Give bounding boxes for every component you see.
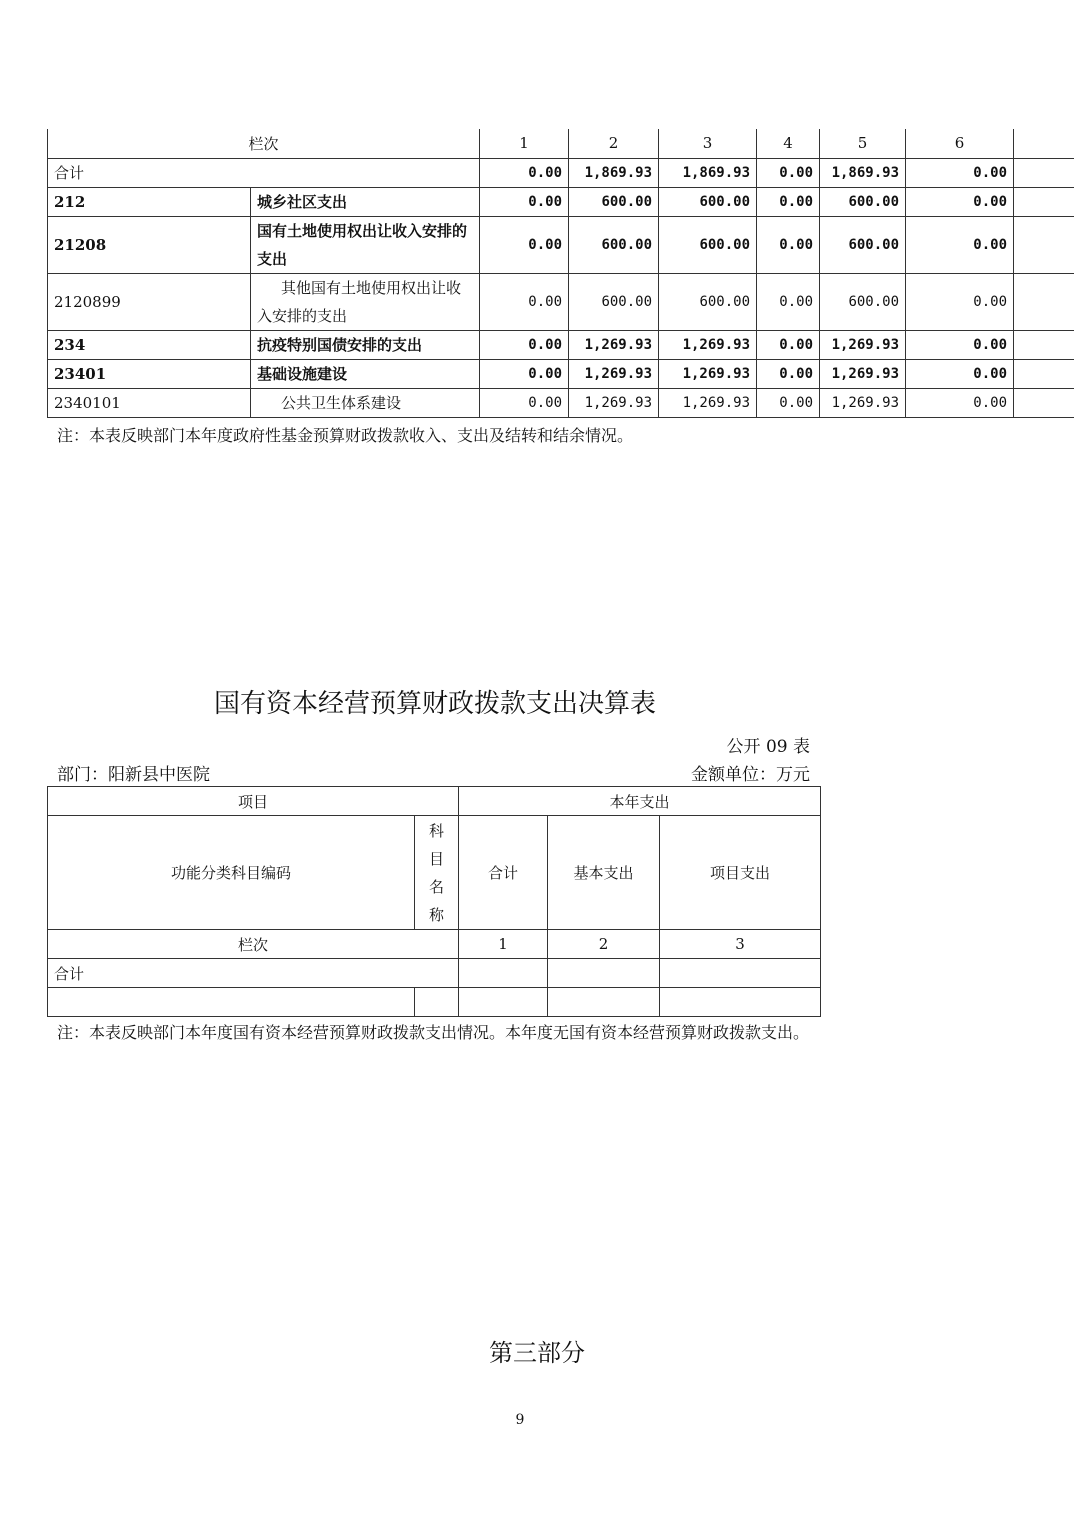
col-basic: 基本支出 (548, 816, 660, 930)
row-value: 1,269.93 (659, 388, 757, 417)
column-index-row (48, 930, 821, 959)
row-value: 0.00 (906, 330, 1014, 359)
row-code: 212 (48, 187, 251, 216)
col-project: 项目支出 (660, 816, 821, 930)
department-label: 部门：阳新县中医院 (57, 765, 210, 785)
row-name: 国有土地使用权出让收入安排的支出 (251, 216, 480, 273)
row-value: 600.00 (820, 216, 906, 273)
row-value: 1,269.93 (659, 359, 757, 388)
row-value: 1,269.93 (569, 388, 659, 417)
row-code: 234 (48, 330, 251, 359)
row-value: 0.00 (480, 187, 569, 216)
table-row (48, 988, 821, 1017)
table-id: 公开 09 表 (726, 737, 810, 757)
row-value: 1,269.93 (820, 388, 906, 417)
row-name: 抗疫特别国债安排的支出 (251, 330, 480, 359)
name-char: 目 (429, 849, 445, 868)
total-value: 1,869.93 (820, 158, 906, 187)
col-index-5: 5 (820, 129, 906, 158)
column-index-row (48, 129, 1074, 158)
total-value: 0.00 (906, 158, 1014, 187)
part-heading: 第三部分 (489, 1339, 585, 1367)
table-row (48, 359, 1074, 388)
header-row (48, 787, 821, 816)
col-total: 合计 (459, 816, 548, 930)
row-value: 0.00 (757, 216, 820, 273)
col-index-3: 3 (659, 129, 757, 158)
row-value: 0.00 (757, 187, 820, 216)
column-index-label: 栏次 (48, 129, 480, 158)
row-name: 其他国有土地使用权出让收入安排的支出 (251, 273, 480, 330)
row-value: 0.00 (480, 359, 569, 388)
col-index-6: 6 (906, 129, 1014, 158)
empty-cell (548, 959, 660, 988)
row-value: 600.00 (659, 273, 757, 330)
row-value: 600.00 (569, 216, 659, 273)
table-row (48, 216, 1074, 273)
gov-fund-table (47, 129, 1074, 418)
name-label (415, 816, 459, 930)
row-value: 0.00 (757, 359, 820, 388)
name-char: 科 (429, 821, 445, 840)
header-expense: 本年支出 (459, 787, 821, 816)
empty-cell (415, 988, 459, 1017)
unit-label: 金额单位：万元 (691, 765, 810, 785)
empty-cell (1014, 129, 1074, 158)
empty-cell (1014, 359, 1074, 388)
table-row (48, 273, 1074, 330)
total-value: 0.00 (480, 158, 569, 187)
total-row (48, 959, 821, 988)
col-index-1: 1 (459, 930, 548, 959)
empty-cell (548, 988, 660, 1017)
row-value: 600.00 (820, 187, 906, 216)
row-value: 0.00 (480, 388, 569, 417)
header-item: 项目 (48, 787, 459, 816)
row-value: 1,269.93 (569, 359, 659, 388)
state-capital-table (47, 786, 821, 1017)
total-label: 合计 (48, 959, 459, 988)
row-value: 600.00 (659, 187, 757, 216)
empty-cell (1014, 388, 1074, 417)
row-code: 2340101 (48, 388, 251, 417)
col-index-1: 1 (480, 129, 569, 158)
col-index-2: 2 (548, 930, 660, 959)
col-index-3: 3 (660, 930, 821, 959)
row-value: 0.00 (480, 330, 569, 359)
row-value: 0.00 (906, 216, 1014, 273)
table2-note: 注：本表反映部门本年度国有资本经营预算财政拨款支出情况。本年度无国有资本经营预算财政拨款支出。 (57, 1023, 810, 1042)
empty-cell (1014, 158, 1074, 187)
row-value: 1,269.93 (820, 330, 906, 359)
total-value: 1,869.93 (659, 158, 757, 187)
row-value: 1,269.93 (659, 330, 757, 359)
col-index-2: 2 (569, 129, 659, 158)
table1-note: 注：本表反映部门本年度政府性基金预算财政拨款收入、支出及结转和结余情况。 (57, 426, 634, 445)
row-value: 1,269.93 (569, 330, 659, 359)
subheader-row (48, 816, 821, 930)
total-row (48, 158, 1074, 187)
table-row (48, 187, 1074, 216)
row-value: 0.00 (757, 330, 820, 359)
row-name: 公共卫生体系建设 (251, 388, 480, 417)
code-label: 功能分类科目编码 (48, 816, 415, 930)
row-name: 城乡社区支出 (251, 187, 480, 216)
row-value: 1,269.93 (820, 359, 906, 388)
row-code: 23401 (48, 359, 251, 388)
table-row (48, 388, 1074, 417)
total-label: 合计 (48, 158, 480, 187)
empty-cell (459, 959, 548, 988)
row-name: 基础设施建设 (251, 359, 480, 388)
row-value: 600.00 (569, 273, 659, 330)
row-value: 600.00 (820, 273, 906, 330)
row-value: 0.00 (480, 216, 569, 273)
name-char: 称 (429, 905, 445, 924)
row-value: 0.00 (906, 273, 1014, 330)
total-value: 0.00 (757, 158, 820, 187)
table-row (48, 330, 1074, 359)
empty-cell (660, 959, 821, 988)
row-value: 0.00 (480, 273, 569, 330)
row-code: 2120899 (48, 273, 251, 330)
total-value: 1,869.93 (569, 158, 659, 187)
empty-cell (1014, 330, 1074, 359)
empty-cell (48, 988, 415, 1017)
empty-cell (1014, 216, 1074, 273)
page-number: 9 (515, 1412, 525, 1428)
empty-cell (1014, 187, 1074, 216)
col-index-4: 4 (757, 129, 820, 158)
empty-cell (660, 988, 821, 1017)
name-char: 名 (429, 877, 445, 896)
row-value: 0.00 (757, 273, 820, 330)
row-value: 600.00 (569, 187, 659, 216)
row-value: 0.00 (906, 359, 1014, 388)
row-value: 0.00 (906, 388, 1014, 417)
row-value: 0.00 (906, 187, 1014, 216)
row-value: 600.00 (659, 216, 757, 273)
row-value: 0.00 (757, 388, 820, 417)
empty-cell (1014, 273, 1074, 330)
empty-cell (459, 988, 548, 1017)
page-title: 国有资本经营预算财政拨款支出决算表 (213, 689, 656, 719)
column-index-label: 栏次 (48, 930, 459, 959)
row-code: 21208 (48, 216, 251, 273)
